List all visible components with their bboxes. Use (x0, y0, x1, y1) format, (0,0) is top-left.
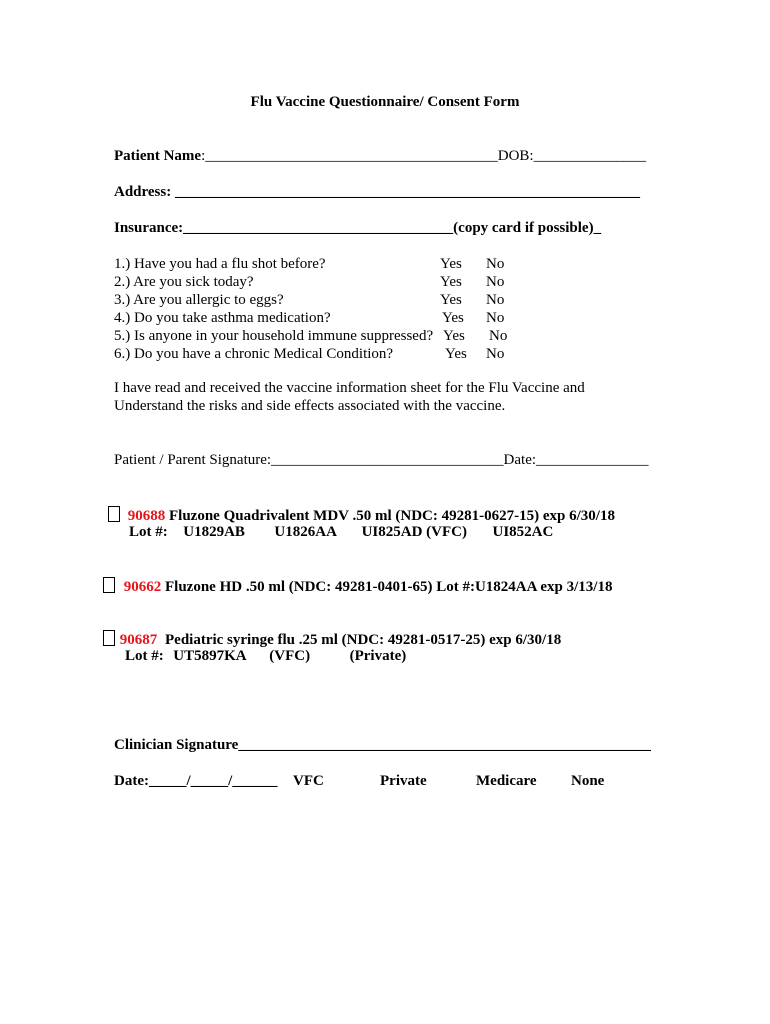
patient-name-row (114, 148, 646, 165)
answer-no[interactable]: No (486, 310, 505, 326)
answer-no[interactable]: No (489, 328, 508, 344)
payer-none[interactable]: None (571, 773, 605, 789)
vaccine-option-90687 (103, 630, 561, 649)
lot-number[interactable]: U1826AA (274, 524, 337, 540)
vaccine-option-90662 (103, 577, 612, 596)
address-field[interactable]: Address: ______________________________________________________________ (114, 184, 640, 200)
cpt-code: 90662 (123, 579, 162, 595)
answer-no[interactable]: No (486, 274, 505, 290)
checkbox[interactable] (108, 506, 120, 522)
date-field[interactable]: Date:_____/_____/______ (114, 773, 278, 789)
answer-no[interactable]: No (486, 292, 505, 308)
lot-number[interactable]: (Private) (349, 648, 407, 664)
lot-number[interactable]: UT5897KA (173, 648, 246, 664)
question-text: 3.) Are you allergic to eggs? (114, 292, 284, 308)
answer-yes[interactable]: Yes (442, 310, 464, 326)
vaccine-lots-90687 (125, 648, 406, 665)
lot-number[interactable]: (VFC) (269, 648, 311, 664)
patient-name-field[interactable]: :_______________________________________ (201, 148, 498, 164)
question-text: 6.) Do you have a chronic Medical Condition? (114, 346, 394, 362)
question-text: 4.) Do you take asthma medication? (114, 310, 331, 326)
consent-statement-line-2: Understand the risks and side effects associated with the vaccine. (114, 398, 506, 414)
vaccine-description: Fluzone Quadrivalent MDV .50 ml (NDC: 49281-0627-15) exp 6/30/18 (169, 508, 615, 524)
question-text: 1.) Have you had a flu shot before? (114, 256, 326, 272)
answer-yes[interactable]: Yes (443, 328, 465, 344)
date-row (114, 773, 277, 790)
answer-yes[interactable]: Yes (440, 274, 462, 290)
vaccine-description: Fluzone HD .50 ml (NDC: 49281-0401-65) Lot #:U1824AA exp 3/13/18 (165, 579, 613, 595)
vaccine-description: Pediatric syringe flu .25 ml (NDC: 49281-0517-25) exp 6/30/18 (165, 632, 562, 648)
cpt-code: 90688 (127, 508, 166, 524)
consent-statement-line-1: I have read and received the vaccine information sheet for the Flu Vaccine and (114, 380, 585, 396)
lot-number[interactable]: UI825AD (VFC) (361, 524, 467, 540)
patient-name-label: Patient Name (114, 148, 202, 164)
answer-yes[interactable]: Yes (440, 256, 462, 272)
answer-yes[interactable]: Yes (445, 346, 467, 362)
lot-number[interactable]: U1829AB (183, 524, 245, 540)
payer-medicare[interactable]: Medicare (476, 773, 537, 789)
insurance-field[interactable]: Insurance:____________________________________(copy card if possible)_ (114, 220, 602, 236)
lot-label: Lot #: (125, 648, 164, 664)
patient-signature-field[interactable]: Patient / Parent Signature:_______________________________Date:_______________ (114, 452, 649, 468)
lot-label: Lot #: (129, 524, 168, 540)
payer-vfc[interactable]: VFC (293, 773, 324, 789)
checkbox[interactable] (103, 630, 115, 646)
cpt-code: 90687 (119, 632, 158, 648)
question-text: 5.) Is anyone in your household immune suppressed? (114, 328, 434, 344)
answer-no[interactable]: No (486, 256, 505, 272)
form-title: Flu Vaccine Questionnaire/ Consent Form (250, 94, 520, 110)
checkbox[interactable] (103, 577, 115, 593)
lot-number[interactable]: UI852AC (492, 524, 554, 540)
dob-field[interactable]: DOB:_______________ (497, 148, 647, 164)
question-text: 2.) Are you sick today? (114, 274, 254, 290)
vaccine-option-90688 (108, 506, 615, 525)
payer-private[interactable]: Private (380, 773, 427, 789)
answer-yes[interactable]: Yes (440, 292, 462, 308)
answer-no[interactable]: No (486, 346, 505, 362)
vaccine-lots-90688 (129, 524, 553, 541)
clinician-signature-field[interactable]: Clinician Signature_______________________________________________________ (114, 737, 651, 753)
